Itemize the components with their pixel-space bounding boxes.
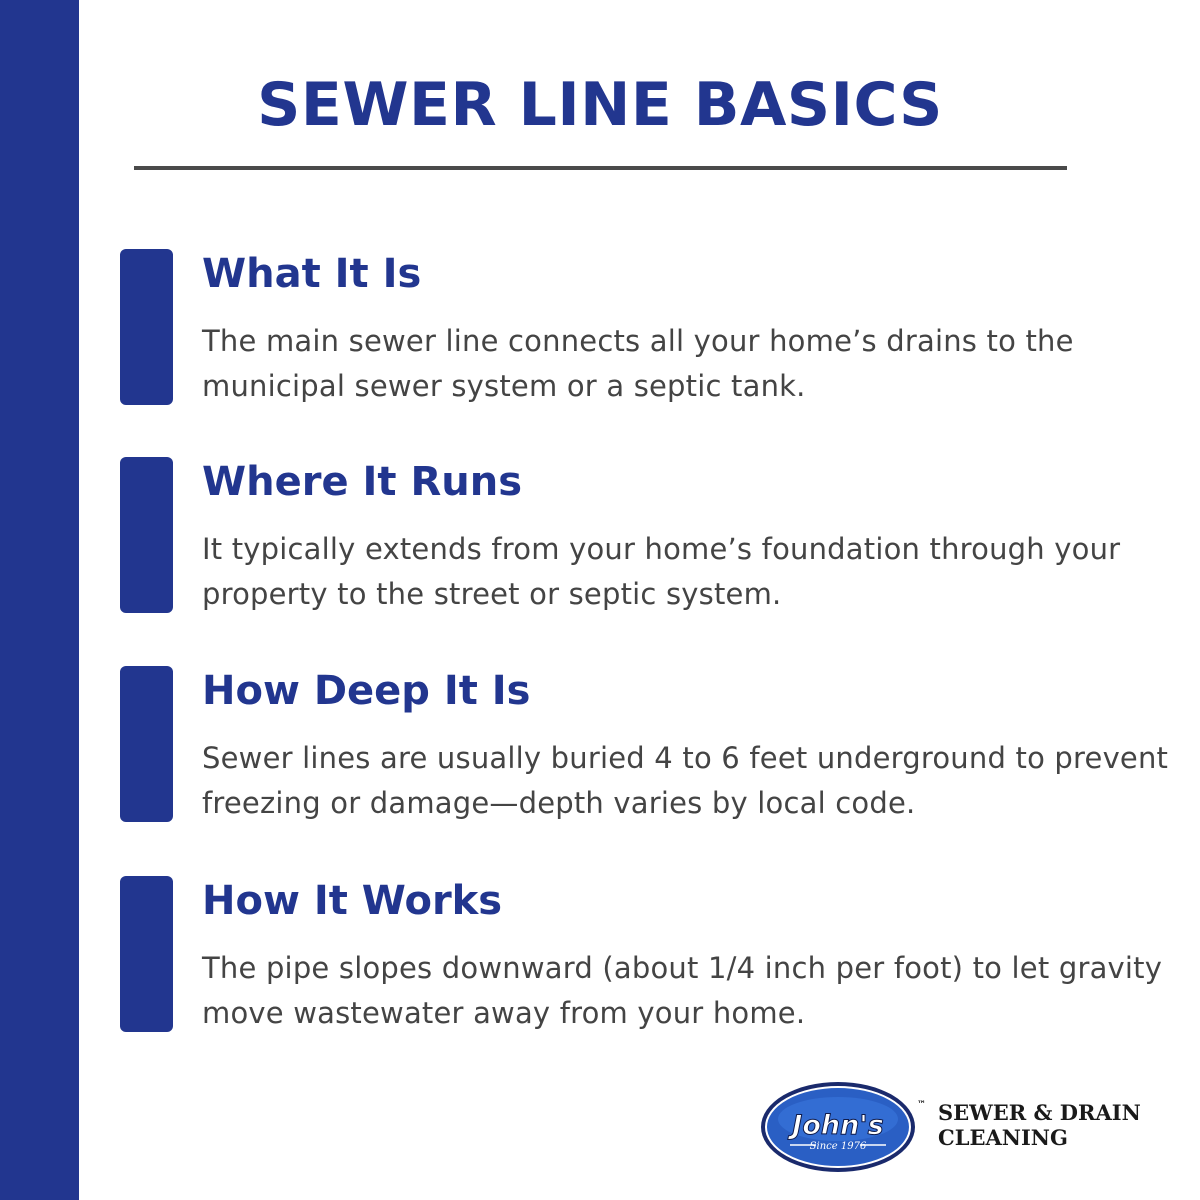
logo-wordmark	[938, 1100, 1141, 1150]
section-accent-bar	[120, 457, 173, 613]
section-heading: Where It Runs	[202, 459, 522, 505]
logo-line-2: CLEANING	[938, 1125, 1068, 1150]
section-how-it-works	[0, 876, 1200, 1036]
section-body: The main sewer line connects all your home’s drains to the municipal sewer system or a septic tank.	[202, 324, 1074, 403]
section-heading: How It Works	[202, 878, 503, 924]
logo-name: John's	[792, 1110, 884, 1141]
logo-line-1: SEWER & DRAIN	[938, 1100, 1141, 1125]
trademark-mark: ™	[917, 1100, 926, 1110]
section-what-it-is	[0, 249, 1200, 409]
section-body: The pipe slopes downward (about 1/4 inch per foot) to let gravity move wastewater away from your home.	[202, 951, 1163, 1030]
section-accent-bar	[120, 666, 173, 822]
section-accent-bar	[120, 249, 173, 405]
section-accent-bar	[120, 876, 173, 1032]
section-body: It typically extends from your home’s foundation through your property to the street or septic system.	[202, 532, 1121, 611]
title-divider	[134, 166, 1067, 170]
section-body: Sewer lines are usually buried 4 to 6 feet underground to prevent freezing or damage—depth varies by local code.	[202, 741, 1169, 820]
section-where-it-runs	[0, 457, 1200, 617]
company-logo	[760, 1081, 916, 1173]
section-heading: What It Is	[202, 251, 422, 297]
section-how-deep-it-is	[0, 666, 1200, 826]
section-heading: How Deep It Is	[202, 668, 531, 714]
logo-since: Since 1976	[809, 1141, 867, 1152]
page-title: SEWER LINE BASICS	[257, 70, 943, 140]
